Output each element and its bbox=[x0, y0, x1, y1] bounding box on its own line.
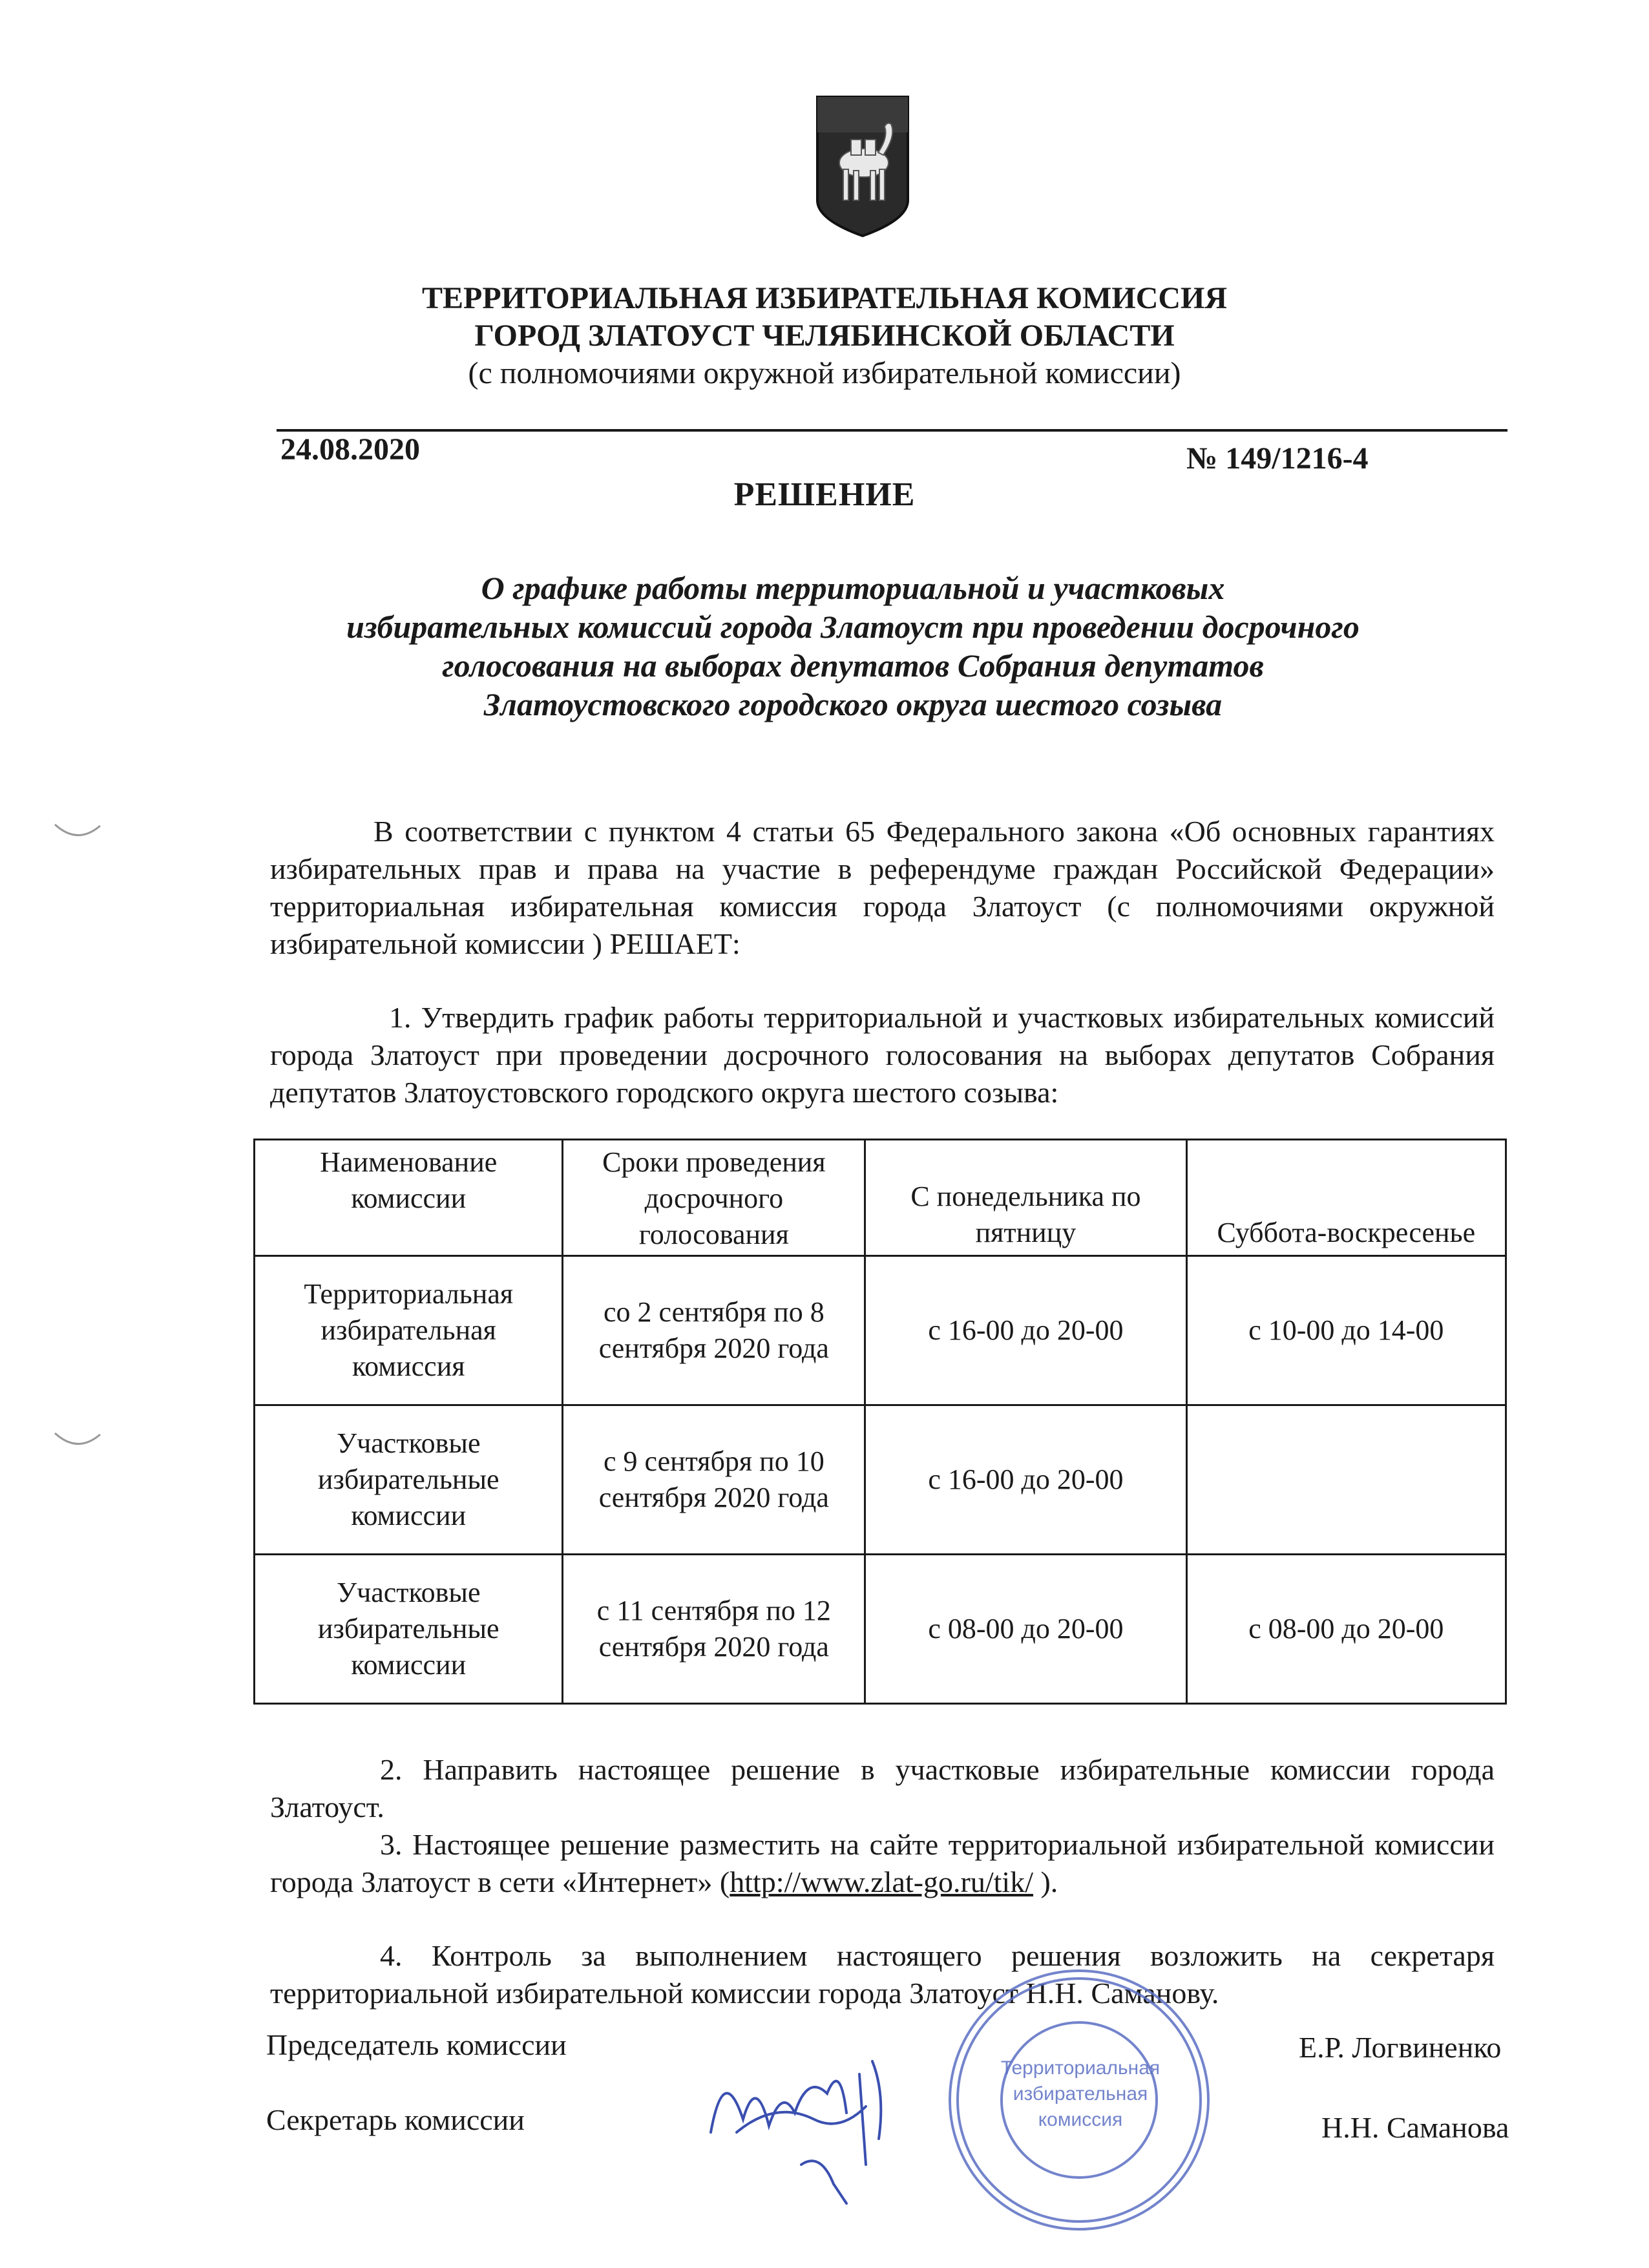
document-title: РЕШЕНИЕ bbox=[733, 476, 916, 513]
document-subject bbox=[246, 569, 1460, 724]
tik-website-link[interactable]: http://www.zlat-go.ru/tik/ bbox=[730, 1865, 1033, 1898]
table-cell: Участковые избирательные комиссии bbox=[255, 1405, 563, 1555]
table-cell: с 08-00 до 20-00 bbox=[1186, 1555, 1506, 1704]
item-3-end: ). bbox=[1033, 1865, 1058, 1898]
table-row bbox=[255, 1256, 1506, 1405]
header-divider bbox=[277, 429, 1507, 432]
item-3-paragraph bbox=[270, 1826, 1495, 1901]
official-round-stamp bbox=[943, 1964, 1215, 2236]
table-header-cell: Сроки проведения досрочного голосования bbox=[563, 1140, 865, 1256]
subject-line: О графике работы территориальной и участковых bbox=[481, 570, 1225, 606]
stamp-text-line: избирательная bbox=[1013, 2083, 1148, 2105]
table-cell: с 16-00 до 20-00 bbox=[865, 1256, 1186, 1405]
table-header-row bbox=[255, 1140, 1506, 1256]
subject-line: Златоустовского городского округа шестого созыва bbox=[483, 686, 1223, 722]
table-row bbox=[255, 1555, 1506, 1704]
punch-hole-mark bbox=[52, 1428, 103, 1454]
schedule-table bbox=[253, 1139, 1507, 1705]
header-line-3: (с полномочиями окружной избирательной комиссии) bbox=[468, 356, 1181, 390]
item-3-text: 3. Настоящее решение разместить на сайте территориальной избирательной комиссии города Златоуст в сети «Интернет» ( bbox=[270, 1828, 1495, 1898]
table-cell: с 11 сентября по 12 сентября 2020 года bbox=[563, 1555, 865, 1704]
secretary-title: Секретарь комиссии bbox=[266, 2103, 525, 2136]
table-header-cell: Суббота-воскресенье bbox=[1186, 1140, 1506, 1256]
table-header-cell: Наименование комиссии bbox=[255, 1140, 563, 1256]
header-line-1: ТЕРРИТОРИАЛЬНАЯ ИЗБИРАТЕЛЬНАЯ КОМИССИЯ bbox=[421, 281, 1228, 315]
item-2-paragraph: 2. Направить настоящее решение в участковые избирательные комиссии города Златоуст. bbox=[270, 1753, 1495, 1823]
document-date: 24.08.2020 bbox=[280, 432, 420, 467]
stamp-text-line: Территориальная bbox=[1000, 2057, 1161, 2079]
table-header-cell: С понедельника по пятницу bbox=[865, 1140, 1186, 1256]
handwritten-signature bbox=[698, 2035, 956, 2229]
table-cell: с 08-00 до 20-00 bbox=[865, 1555, 1186, 1704]
table-cell: с 10-00 до 14-00 bbox=[1186, 1256, 1506, 1405]
item-4-paragraph: 4. Контроль за выполнением настоящего решения возложить на секретаря территориальной избирательной комиссии города Златоуст Н.Н. Саманову. bbox=[270, 1939, 1495, 2010]
table-cell bbox=[1186, 1405, 1506, 1555]
coat-of-arms-emblem bbox=[811, 90, 914, 239]
chair-name: Е.Р. Логвиненко bbox=[1299, 2031, 1502, 2064]
table-cell: со 2 сентября по 8 сентября 2020 года bbox=[563, 1256, 865, 1405]
item-1-paragraph: 1. Утвердить график работы территориальной и участковых избирательных комиссий города Златоуст при проведении досрочного голосования на выборах депутатов Собрания депутатов Златоустовского городского округа шестого созыва: bbox=[270, 1001, 1495, 1109]
document-number: № 149/1216-4 bbox=[1186, 441, 1369, 476]
preamble-paragraph: В соответствии с пунктом 4 статьи 65 Федерального закона «Об основных гарантиях избирательных прав и права на участие в референдуме граждан Российской Федерации» территориальная избирательная комиссия города Златоуст (с полномочиями окружной избирательной комиссии ) РЕШАЕТ: bbox=[270, 815, 1495, 960]
stamp-text-line: комиссия bbox=[1038, 2109, 1123, 2130]
punch-hole-mark bbox=[52, 819, 103, 845]
table-cell: с 16-00 до 20-00 bbox=[865, 1405, 1186, 1555]
table-row bbox=[255, 1405, 1506, 1555]
secretary-name: Н.Н. Саманова bbox=[1321, 2111, 1509, 2144]
table-cell: Территориальная избирательная комиссия bbox=[255, 1256, 563, 1405]
table-cell: с 9 сентября по 10 сентября 2020 года bbox=[563, 1405, 865, 1555]
table-cell: Участковые избирательные комиссии bbox=[255, 1555, 563, 1704]
header-line-2: ГОРОД ЗЛАТОУСТ ЧЕЛЯБИНСКОЙ ОБЛАСТИ bbox=[474, 319, 1175, 353]
chair-title: Председатель комиссии bbox=[266, 2028, 567, 2061]
subject-line: избирательных комиссий города Златоуст при проведении досрочного bbox=[346, 609, 1360, 645]
subject-line: голосования на выборах депутатов Собрания депутатов bbox=[442, 647, 1264, 684]
